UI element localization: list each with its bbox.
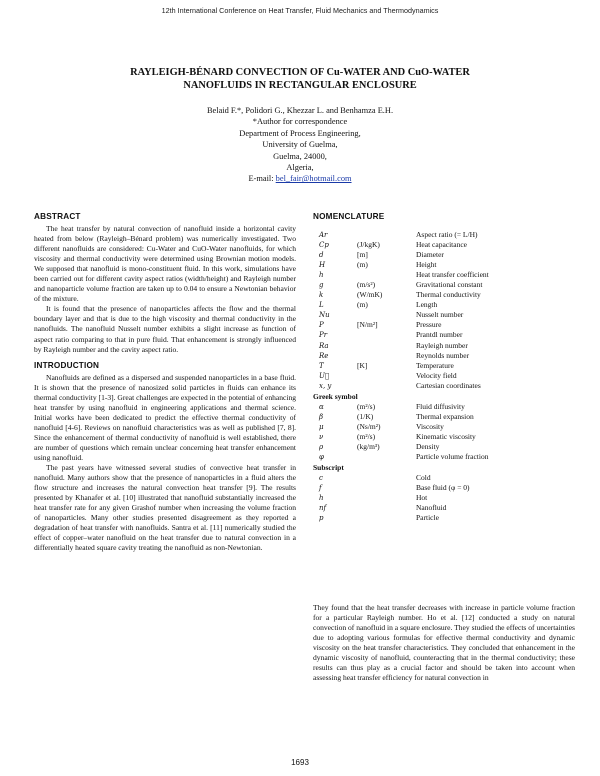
right-column xyxy=(313,212,575,523)
unit-cell xyxy=(357,381,416,391)
symbol-cell: d xyxy=(319,251,324,260)
symbol-cell: h xyxy=(319,494,324,503)
nomenclature-row xyxy=(313,513,575,523)
nomenclature-row xyxy=(313,351,575,361)
symbol-cell: g xyxy=(319,281,324,290)
symbol-cell: H xyxy=(319,261,326,270)
nomenclature-row xyxy=(313,330,575,340)
description-cell: Rayleigh number xyxy=(416,340,468,350)
unit-cell: (Ns/m²) xyxy=(357,421,381,431)
right-column-continuation xyxy=(313,603,575,683)
nomenclature-row xyxy=(313,290,575,300)
symbol-cell: k xyxy=(319,291,324,300)
symbol-cell: T xyxy=(319,361,324,370)
unit-cell: (1/K) xyxy=(357,411,374,421)
nomenclature-row xyxy=(313,371,575,381)
title-line-1: RAYLEIGH-BÉNARD CONVECTION OF Cu-WATER AND CuO-WATER xyxy=(130,67,470,78)
left-column xyxy=(34,212,296,553)
symbol-cell: ρ xyxy=(319,442,324,451)
paper-title xyxy=(60,66,540,92)
description-cell: Reynolds number xyxy=(416,350,470,360)
page-number: 1693 xyxy=(291,758,309,767)
nomenclature-row xyxy=(313,310,575,320)
unit-cell: (m²/s) xyxy=(357,401,376,411)
nomenclature-row xyxy=(313,452,575,462)
description-cell: Heat transfer coefficient xyxy=(416,270,489,280)
description-cell: Thermal expansion xyxy=(416,411,474,421)
description-cell: Temperature xyxy=(416,360,454,370)
nomenclature-row xyxy=(313,503,575,513)
nomenclature-row xyxy=(313,270,575,280)
symbol-cell: c xyxy=(319,474,323,483)
unit-cell xyxy=(357,230,416,240)
symbol-cell: x, y xyxy=(319,381,332,390)
affiliation-line: Department of Process Engineering, xyxy=(239,128,361,138)
description-cell: Density xyxy=(416,441,440,451)
nomenclature-row xyxy=(313,473,575,483)
nomenclature-row xyxy=(313,432,575,442)
unit-cell: [K] xyxy=(357,360,368,370)
introduction-heading: INTRODUCTION xyxy=(34,360,100,370)
description-cell: Fluid diffusivity xyxy=(416,401,465,411)
symbol-cell: Nu xyxy=(319,311,330,320)
unit-cell: (J/kgK) xyxy=(357,240,380,250)
description-cell: Viscosity xyxy=(416,421,444,431)
nomenclature-heading: NOMENCLATURE xyxy=(313,212,385,221)
title-line-2: NANOFLUIDS IN RECTANGULAR ENCLOSURE xyxy=(183,80,417,91)
description-cell: Nusselt number xyxy=(416,310,464,320)
unit-cell: [N/m²] xyxy=(357,320,378,330)
nomenclature-row xyxy=(313,230,575,240)
nomenclature-row xyxy=(313,320,575,330)
unit-cell: [m] xyxy=(357,250,368,260)
nomenclature-row xyxy=(313,361,575,371)
description-cell: Cold xyxy=(416,473,431,483)
unit-cell: (kg/m³) xyxy=(357,441,380,451)
nomenclature-row xyxy=(313,250,575,260)
email-label: E-mail: xyxy=(248,174,276,184)
unit-cell: (m/s²) xyxy=(357,280,376,290)
unit-cell xyxy=(357,330,416,340)
symbol-cell: Cp xyxy=(319,241,329,250)
symbol-cell: p xyxy=(319,514,324,523)
unit-cell xyxy=(357,371,416,381)
email-line xyxy=(150,173,450,184)
nomenclature-row xyxy=(313,402,575,412)
description-cell: Velocity field xyxy=(416,370,457,380)
description-cell: Prantdl number xyxy=(416,330,463,340)
affiliation-line: Algeria, xyxy=(286,163,314,173)
affiliation-line: University of Guelma, xyxy=(262,140,338,150)
description-cell: Particle xyxy=(416,513,439,523)
description-cell: Pressure xyxy=(416,320,442,330)
nomenclature-row xyxy=(313,422,575,432)
affiliation-line: Guelma, 24000, xyxy=(273,151,327,161)
nomenclature-row xyxy=(313,412,575,422)
symbol-cell: μ xyxy=(319,422,324,431)
description-cell: Particle volume fraction xyxy=(416,452,489,462)
unit-cell xyxy=(357,513,416,523)
description-cell: Length xyxy=(416,300,438,310)
unit-cell xyxy=(357,473,416,483)
symbol-cell: h xyxy=(319,271,324,280)
nomenclature-row xyxy=(313,493,575,503)
abstract-paragraph: The heat transfer by natural convection of nanofluid inside a horizontal cavity heated from below (Rayleigh–Bénard problem) was numerically investigated. Two different nanofluids are considered: Cu-Water and CuO-Water nanofluids, for which viscosity and thermal conductivity were determined using Brownian motion models. We supposed that nanofluid is mono-constituent fluid. In this work, simulations have been carried out for different cavity aspect ratios (width/height) and Rayleigh number and nanoparticle volume fraction are taken up to 0.04 to ensure a Newtonian behavior of the mixture. xyxy=(34,224,296,304)
description-cell: Aspect ratio (= L/H) xyxy=(416,230,478,239)
unit-cell: (m) xyxy=(357,300,368,310)
unit-cell: (m) xyxy=(357,260,368,270)
symbol-cell: f xyxy=(319,484,322,493)
nomenclature-row xyxy=(313,381,575,391)
description-cell: Gravitational constant xyxy=(416,280,483,290)
symbol-cell: φ xyxy=(319,453,324,462)
symbol-cell: Ra xyxy=(319,341,329,350)
description-cell: Diameter xyxy=(416,250,444,260)
symbol-cell: Pr xyxy=(319,331,328,340)
description-cell: Cartesian coordinates xyxy=(416,380,481,390)
description-cell: Thermal conductivity xyxy=(416,290,481,300)
description-cell: Kinematic viscosity xyxy=(416,431,476,441)
nomenclature-row xyxy=(313,260,575,270)
description-cell: Hot xyxy=(416,493,428,503)
symbol-cell: P xyxy=(319,321,324,330)
unit-cell xyxy=(357,483,416,493)
symbol-cell: L xyxy=(319,301,324,310)
greek-symbol-heading: Greek symbol xyxy=(313,391,358,401)
unit-cell xyxy=(357,310,416,320)
nomenclature-row xyxy=(313,442,575,452)
symbol-cell: Ar xyxy=(319,231,328,239)
symbol-cell: U⃗ xyxy=(319,371,330,380)
nomenclature-row xyxy=(313,240,575,250)
abstract-heading: ABSTRACT xyxy=(34,212,81,221)
symbol-cell: Re xyxy=(319,351,329,360)
subscript-heading: Subscript xyxy=(313,463,344,473)
description-cell: Height xyxy=(416,260,437,270)
unit-cell xyxy=(357,351,416,361)
unit-cell: (W/mK) xyxy=(357,290,383,300)
nomenclature-row xyxy=(313,483,575,493)
continuation-paragraph: They found that the heat transfer decreases with increase in particle volume fraction for a particular Rayleigh number. Ho et al. [12] conducted a study on natural convection of nanofluid in a square enclosure. They studied the effects of uncertainties due to adopting various formulas for effective thermal conductivity and dynamic viscosity on the heat transfer characteristics. They concluded that enhancement in the dynamic viscosity of nanofluid, counteracting that in the thermal conductivity; these results can thus play as a crucial factor and should be taken into account when assessing heat transfer efficiency for natural convection in xyxy=(313,603,575,683)
nomenclature-row xyxy=(313,300,575,310)
author-block xyxy=(150,105,450,185)
description-cell: Base fluid (φ = 0) xyxy=(416,483,470,493)
unit-cell xyxy=(357,270,416,280)
unit-cell xyxy=(357,493,416,503)
unit-cell xyxy=(357,503,416,513)
author-note: *Author for correspondence xyxy=(252,117,348,127)
nomenclature-table xyxy=(313,230,575,523)
author-names: Belaid F.*, Polidori G., Khezzar L. and Benhamza E.H. xyxy=(206,106,394,115)
description-cell: Heat capacitance xyxy=(416,240,468,250)
email-link[interactable]: bel_fair@hotmail.com xyxy=(275,174,352,184)
nomenclature-row xyxy=(313,341,575,351)
symbol-cell: α xyxy=(319,402,324,411)
intro-paragraph: Nanofluids are defined as a dispersed and suspended nanoparticles in a base fluid. It is shown that the presence of nanosized solid particles in fluids can enhance its thermal conductivity [1-3]. Great challenges are expected in the potential of enhancing heat transfer by using nanofluid in engineering applications and thermal science. Initial works have been dedicated to predict the effective thermal conductivity of nanofluid [4-6]. Reviews on nanofluid characteristics was as well as published [7, 8]. Since the enhancement of thermal conductivity of nanofluid is well established, there are number of questions which remain unclear concerning heat transfer enhancement using nanofluid. xyxy=(34,372,296,462)
abstract-paragraph: It is found that the presence of nanoparticles affects the flow and the thermal boundary layer and that is due to the high viscosity and thermal conductivity in the nanofluids. The nanofluid Nusselt number exhibits a slight increase as function of aspect ratio comparing to that in pure fluid. That enhancement is strongly influenced by Rayleigh number and the cavity aspect ratio. xyxy=(34,304,296,354)
unit-cell: (m²/s) xyxy=(357,431,376,441)
description-cell: Nanofluid xyxy=(416,503,447,513)
conference-header: 12th International Conference on Heat Transfer, Fluid Mechanics and Thermodynamics xyxy=(161,6,439,15)
unit-cell xyxy=(357,341,416,351)
nomenclature-row xyxy=(313,280,575,290)
symbol-cell: nf xyxy=(319,504,327,513)
intro-paragraph: The past years have witnessed several studies of convective heat transfer in nanofluid. Many authors show that the presence of nanoparticles in a fluid alters the flow structure and increases the natural convection heat transfer [9]. The results presented by Khanafer et al. [10] illustrated that nanofluid substantially increased the heat transfer rate for any given Grashof number when increasing the volume fraction of nanoparticles. Many other studies presented disagreement as they reported a degradation of heat transfer with nanofluids. Santra et al. [11] numerically studied the effect of copper–water nanofluid on the heat transfer due to natural convection in a differentially heated square cavity treating the nanofluid as non-Newtonian. xyxy=(34,463,296,553)
symbol-cell: ν xyxy=(319,432,324,441)
unit-cell xyxy=(357,452,416,462)
symbol-cell: β xyxy=(319,412,324,421)
